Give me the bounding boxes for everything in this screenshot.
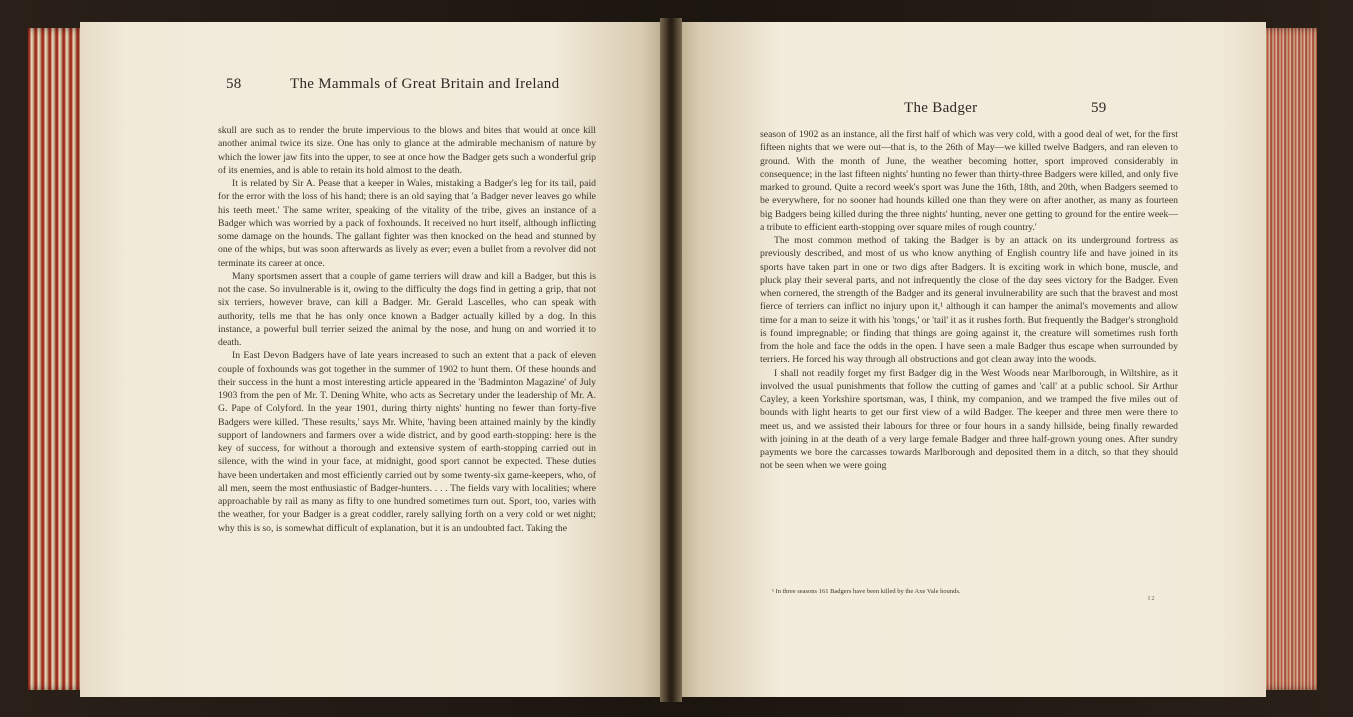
paragraph: skull are such as to render the brute impervious to the blows and bites that would at once kill another animal twice its size. One has only to glance at the admirable mechanism of nature by which the lower jaw fits into the upper, to see at once how the Badger gets such a wonderful grip of its enemies, and is able to retain its hold almost to the death.: [218, 125, 596, 176]
paragraph: It is related by Sir A. Pease that a keeper in Wales, mistaking a Badger's leg for its tail, paid for the error with the loss of his hand; there is an old saying that 'a Badger never leaves go while his teeth meet.' The same writer, speaking of the vitality of the tribe, gives an instance of a Badger which was worried by a pack of foxhounds. It received no hurt itself, although inflicting some damage on the hounds. The gallant fighter was then knocked on the head and stunned by one of the whips, but was soon afterwards as lively as ever; even a bullet from a revolver did not terminate its career at once.: [218, 178, 596, 269]
right-page-number: 59: [1091, 100, 1107, 116]
book-gutter: [660, 18, 682, 702]
footnote: ¹ In three seasons 161 Badgers have been killed by the Axe Vale hounds.: [772, 588, 961, 595]
left-page-number: 58: [226, 76, 242, 92]
left-page-body: [218, 124, 596, 535]
book-edge-left: [28, 28, 88, 690]
paragraph: I shall not readily forget my first Badger dig in the West Woods near Marlborough, in Wiltshire, as it involved the usual punishments that follow the cutting of games and 'call' at a public school. Sir Arthur Cayley, a keen Yorkshire sportsman, was, I think, my companion, and we tramped the five miles out of bounds with light hearts to get our first view of a wild Badger. The keeper and three men were there to meet us, and we assisted their labours for three or four hours in a sandy hillside, being finally rewarded with joining in at the death of a very large female Badger and three half-grown young ones. After sundry payments we bore the carcasses towards Marlborough and deposited them in a ditch, so that they should not be seen when we were going: [760, 367, 1178, 472]
paragraph: season of 1902 as an instance, all the first half of which was very cold, with a good deal of wet, for the first fifteen nights that we were out—that is, to the 26th of May—we killed twelve Badgers, and ran eleven to ground. With the month of June, the weather becoming hotter, sport improved considerably in consequence; in the last fifteen nights' hunting no fewer than thirty-three Badgers were killed, and only five marked to ground. Quite a record week's sport was June the 16th, 18th, and 20th, when Badgers seemed to be everywhere, for no sooner had hounds killed one than they were on after another, as many as fourteen big Badgers being killed during the three nights' hunting, never one getting to ground for the entire week—a tribute to efficient earth-stopping over square miles of rough country.': [760, 129, 1178, 233]
right-page-body: [760, 128, 1178, 473]
paragraph: Many sportsmen assert that a couple of game terriers will draw and kill a Badger, but this is not the case. So invulnerable is it, owing to the difficulty the dogs find in getting a grip, that not six terriers, however brave, can kill a Badger. Mr. Gerald Lascelles, who can speak with authority, tells me that he has only once known a Badger actually killed by a dog. In this instance, a powerful bull terrier seized the animal by the nose, and hung on and worried it to death.: [218, 270, 596, 348]
signature-mark: I 2: [1148, 596, 1155, 602]
paragraph: The most common method of taking the Badger is by an attack on its underground fortress as previously described, and most of us who know anything of English country life and have joined in its sports have taken part in one or two digs after Badgers. It is exciting work in which bone, muscle, and pluck play their several parts, and not infrequently the close of the day sees victory for the Badger. Even when cornered, the strength of the Badger and its general invulnerability are such that the bravest and most fierce of terriers can inflict no injury upon it,¹ although it can hamper the animal's movements and allow time for a man to seize it with his 'tongs,' or 'tail' it as it rushes forth. But frequently the Badger's stronghold is found impregnable; or finding that things are going against it, the creature will sometimes rush forth from the hole and face the odds in the open. I have seen a male Badger thus escape when surrounded by terriers. He forced his way through all obstructions and got clean away into the woods.: [760, 235, 1178, 366]
left-running-head: The Mammals of Great Britain and Ireland: [290, 76, 560, 92]
paragraph: In East Devon Badgers have of late years increased to such an extent that a pack of eleven couple of foxhounds was got together in the summer of 1902 to hunt them. Of these hounds and their success in the hunt a most interesting article appeared in the 'Badminton Magazine' of July 1903 from the pen of Mr. T. Dening White, who acts as Secretary under the leadership of Mr. A. G. Pape of Colyford. In the year 1901, during thirty nights' hunting no fewer than forty-five Badgers were killed. 'These results,' says Mr. White, 'having been attained mainly by the kindly support of landowners and farmers over a wide district, and by good earth-stopping: here is the key of success, for without a thorough and extensive system of earth-stopping carried out in silence, with the wind in your face, at midnight, good sport cannot be expected. These duties have been undertaken and most efficiently carried out by some twenty-six game-keepers, who, of all men, seem the most enthusiastic of Badger-hunters. . . . The fields vary with localities; where approachable by rail as many as fifty to one hundred sometimes turn out. Sport, too, varies with the weather, for your Badger is a great coddler, rarely sallying forth on a very cold or wet night; why this is so, is somewhat difficult of explanation, but it is an undoubted fact. Taking the: [218, 350, 596, 534]
right-running-head: The Badger: [904, 100, 978, 116]
